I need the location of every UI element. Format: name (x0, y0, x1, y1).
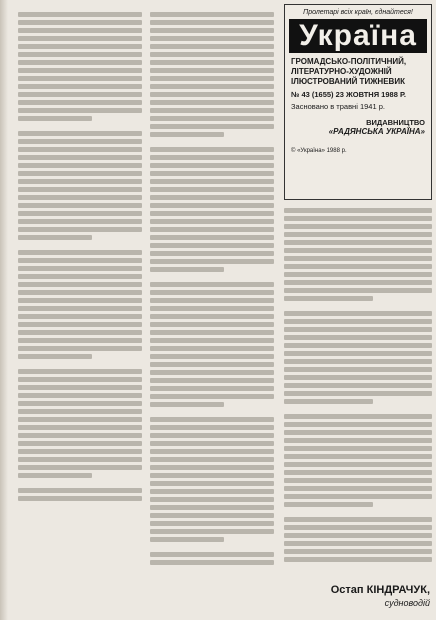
body-text-line (284, 557, 432, 562)
body-text-line (18, 338, 142, 343)
body-text-line (150, 449, 274, 454)
body-text-line (284, 375, 432, 380)
body-text-line (18, 76, 142, 81)
body-text-line (150, 338, 274, 343)
paragraph-gap (18, 124, 142, 128)
body-text-line (150, 147, 274, 152)
body-text-line (18, 84, 142, 89)
body-text-line (150, 235, 274, 240)
body-text-line (18, 330, 142, 335)
body-text-line (18, 314, 142, 319)
body-text-line (284, 280, 432, 285)
body-text-line (284, 517, 432, 522)
body-text-line (150, 187, 274, 192)
body-text-line (150, 481, 274, 486)
body-text-line (284, 486, 432, 491)
body-text-line (18, 441, 142, 446)
body-text-line (150, 417, 274, 422)
body-text-line (284, 288, 432, 293)
paragraph-gap (18, 481, 142, 485)
body-text-line (150, 12, 274, 17)
body-text-line (150, 211, 274, 216)
body-text-line (150, 441, 274, 446)
page-spine-shadow (0, 0, 8, 620)
body-text-line (18, 92, 142, 97)
body-text-line (284, 335, 432, 340)
body-text-line (18, 155, 142, 160)
body-text-line (18, 36, 142, 41)
body-text-line (18, 322, 142, 327)
body-text-line (18, 203, 142, 208)
body-text-line (150, 195, 274, 200)
body-text-line (18, 52, 142, 57)
body-text-line (18, 108, 142, 113)
body-text-line (150, 44, 274, 49)
body-text-line (18, 235, 92, 240)
body-text-line (18, 465, 142, 470)
body-text-line (18, 163, 142, 168)
body-text-line (18, 393, 142, 398)
body-text-line (18, 171, 142, 176)
body-text-line (18, 139, 142, 144)
body-text-line (18, 12, 142, 17)
body-text-line (18, 258, 142, 263)
body-text-line (18, 449, 142, 454)
body-text-line (150, 306, 274, 311)
body-text-line (150, 132, 224, 137)
paragraph-gap (18, 243, 142, 247)
body-text-line (18, 425, 142, 430)
body-text-line (18, 401, 142, 406)
body-text-line (150, 76, 274, 81)
body-text-line (18, 306, 142, 311)
body-text-line (284, 208, 432, 213)
body-text-line (150, 171, 274, 176)
body-text-line (18, 433, 142, 438)
body-text-line (150, 100, 274, 105)
body-text-line (284, 470, 432, 475)
body-text-line (284, 391, 432, 396)
body-text-line (150, 425, 274, 430)
body-text-line (284, 462, 432, 467)
body-text-line (284, 430, 432, 435)
body-text-line (150, 330, 274, 335)
body-text-line (284, 232, 432, 237)
body-text-line (284, 343, 432, 348)
body-text-line (18, 354, 92, 359)
body-text-line (150, 52, 274, 57)
body-text-line (150, 251, 274, 256)
body-text-line (284, 240, 432, 245)
body-text-line (150, 68, 274, 73)
body-text-line (150, 108, 274, 113)
publisher-label: ВИДАВНИЦТВО (366, 118, 425, 127)
body-text-line (150, 362, 274, 367)
body-text-line (18, 28, 142, 33)
body-text-line (284, 256, 432, 261)
body-text-line (150, 552, 274, 557)
body-text-line (18, 346, 142, 351)
body-text-line (284, 311, 432, 316)
body-text-line (150, 267, 224, 272)
article-column-middle (150, 12, 274, 612)
paragraph-gap (18, 362, 142, 366)
body-text-line (150, 346, 274, 351)
body-text-line (18, 211, 142, 216)
body-text-line (18, 227, 142, 232)
body-text-line (18, 250, 142, 255)
body-text-line (18, 195, 142, 200)
body-text-line (284, 216, 432, 221)
body-text-line (18, 179, 142, 184)
magazine-masthead (284, 4, 432, 200)
body-text-line (150, 155, 274, 160)
body-text-line (18, 473, 92, 478)
body-text-line (284, 414, 432, 419)
body-text-line (284, 454, 432, 459)
body-text-line (150, 489, 274, 494)
body-text-line (150, 36, 274, 41)
body-text-line (284, 248, 432, 253)
body-text-line (18, 147, 142, 152)
body-text-line (18, 369, 142, 374)
article-column-left (18, 12, 142, 532)
paragraph-gap (284, 407, 432, 411)
founded-note: Засновано в травні 1941 р. (291, 102, 385, 111)
body-text-line (150, 394, 274, 399)
body-text-line (18, 60, 142, 65)
body-text-line (284, 502, 373, 507)
paragraph-gap (150, 545, 274, 549)
body-text-line (18, 488, 142, 493)
paragraph-gap (284, 304, 432, 308)
body-text-line (150, 378, 274, 383)
body-text-line (150, 529, 274, 534)
body-text-line (284, 351, 432, 356)
body-text-line (284, 272, 432, 277)
body-text-line (284, 264, 432, 269)
body-text-line (284, 478, 432, 483)
body-text-line (18, 417, 142, 422)
magazine-subtitle: ГРОМАДСЬКО-ПОЛІТИЧНИЙ, ЛІТЕРАТУРНО-ХУДОЖНІЙ ІЛЮСТРОВАНИЙ ТИЖНЕВИК (291, 57, 407, 86)
body-text-line (150, 457, 274, 462)
body-text-line (150, 179, 274, 184)
body-text-line (18, 219, 142, 224)
body-text-line (284, 296, 373, 301)
body-text-line (18, 44, 142, 49)
body-text-line (150, 560, 274, 565)
body-text-line (284, 319, 432, 324)
body-text-line (150, 370, 274, 375)
body-text-line (150, 20, 274, 25)
body-text-line (150, 322, 274, 327)
paragraph-gap (150, 275, 274, 279)
body-text-line (150, 298, 274, 303)
body-text-line (150, 473, 274, 478)
body-text-line (18, 377, 142, 382)
body-text-line (18, 496, 142, 501)
body-text-line (150, 203, 274, 208)
paragraph-gap (150, 140, 274, 144)
body-text-line (150, 28, 274, 33)
body-text-line (18, 266, 142, 271)
body-text-line (18, 457, 142, 462)
body-text-line (150, 60, 274, 65)
body-text-line (284, 549, 432, 554)
body-text-line (150, 290, 274, 295)
issue-number-date: № 43 (1655) 23 ЖОВТНЯ 1988 Р. (291, 90, 406, 99)
body-text-line (150, 92, 274, 97)
body-text-line (150, 386, 274, 391)
body-text-line (150, 219, 274, 224)
article-column-right (284, 208, 432, 606)
magazine-logo: Україна (289, 19, 427, 53)
body-text-line (284, 399, 373, 404)
body-text-line (284, 533, 432, 538)
body-text-line (150, 433, 274, 438)
body-text-line (150, 84, 274, 89)
body-text-line (150, 354, 274, 359)
body-text-line (18, 298, 142, 303)
body-text-line (284, 359, 432, 364)
body-text-line (18, 282, 142, 287)
body-text-line (284, 438, 432, 443)
body-text-line (18, 409, 142, 414)
body-text-line (18, 385, 142, 390)
body-text-line (284, 224, 432, 229)
body-text-line (284, 525, 432, 530)
body-text-line (150, 497, 274, 502)
body-text-line (150, 163, 274, 168)
body-text-line (18, 131, 142, 136)
body-text-line (150, 537, 224, 542)
body-text-line (284, 383, 432, 388)
body-text-line (18, 100, 142, 105)
body-text-line (150, 259, 274, 264)
body-text-line (18, 290, 142, 295)
body-text-line (150, 243, 274, 248)
copyright-note: © «Україна» 1988 р. (291, 148, 347, 154)
body-text-line (150, 465, 274, 470)
author-name: Остап КІНДРАЧУК, (330, 584, 430, 596)
body-text-line (18, 274, 142, 279)
body-text-line (18, 68, 142, 73)
body-text-line (150, 227, 274, 232)
publisher-name: «РАДЯНСЬКА УКРАЇНА» (328, 127, 425, 136)
body-text-line (284, 422, 432, 427)
author-role: судноводій (384, 598, 430, 608)
body-text-line (150, 116, 274, 121)
body-text-line (150, 402, 224, 407)
masthead-slogan: Пролетарі всіх країн, єднайтеся! (303, 9, 413, 16)
body-text-line (150, 513, 274, 518)
body-text-line (18, 116, 92, 121)
body-text-line (150, 505, 274, 510)
body-text-line (150, 521, 274, 526)
body-text-line (284, 494, 432, 499)
body-text-line (18, 187, 142, 192)
body-text-line (284, 541, 432, 546)
paragraph-gap (150, 410, 274, 414)
body-text-line (18, 20, 142, 25)
body-text-line (150, 314, 274, 319)
body-text-line (284, 446, 432, 451)
body-text-line (284, 367, 432, 372)
paragraph-gap (284, 510, 432, 514)
body-text-line (150, 124, 274, 129)
article-signature (300, 584, 430, 609)
body-text-line (284, 327, 432, 332)
body-text-line (150, 282, 274, 287)
